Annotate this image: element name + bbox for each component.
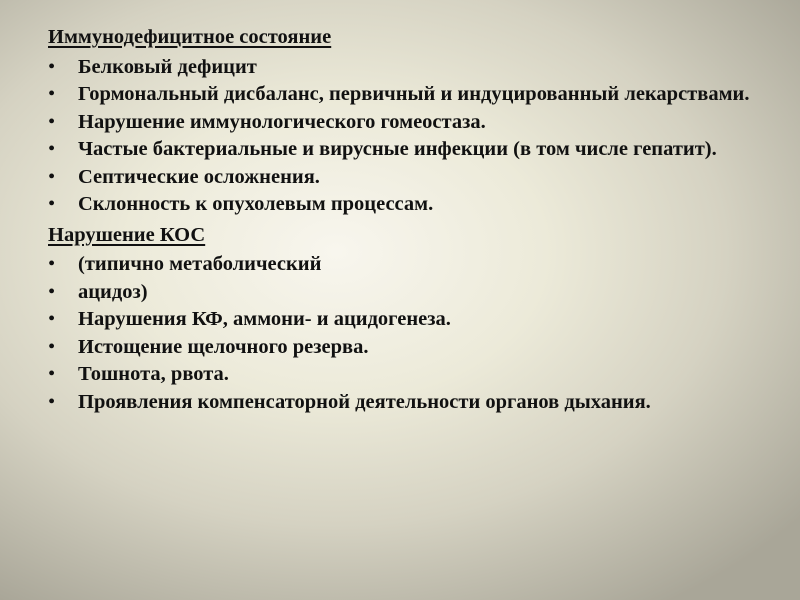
list-item-text: Частые бактериальные и вирусные инфекции (в том числе гепатит). <box>78 138 717 160</box>
list-item-text: Склонность к опухолевым процессам. <box>78 193 434 215</box>
list-item <box>48 110 768 135</box>
bullet-marker: • <box>48 280 56 303</box>
bullet-marker: • <box>48 83 56 105</box>
list-item <box>48 82 768 107</box>
list-item-text: Гормональный дисбаланс, первичный и индуцированный лекарствами. <box>78 83 750 105</box>
list-item <box>48 55 768 80</box>
list-item-text: Проявления компенсаторной деятельности органов дыхания. <box>78 390 651 413</box>
bullet-marker: • <box>48 335 56 358</box>
bullet-marker: • <box>48 110 56 133</box>
bullet-list <box>48 252 768 415</box>
list-item-text: Тошнота, рвота. <box>78 363 229 385</box>
bullet-marker: • <box>48 193 56 215</box>
list-item-text: Истощение щелочного резерва. <box>78 335 369 358</box>
list-item <box>48 390 768 415</box>
bullet-marker: • <box>48 308 56 330</box>
bullet-marker: • <box>48 363 56 385</box>
list-item-text: Нарушения КФ, аммони- и ацидогенеза. <box>78 308 451 330</box>
list-item <box>48 335 768 360</box>
list-item-text: Септические осложнения. <box>78 165 320 188</box>
list-item-text: (типично метаболический <box>78 253 322 275</box>
list-item <box>48 165 768 190</box>
bullet-marker: • <box>48 55 56 78</box>
list-item <box>48 362 768 387</box>
bullet-marker: • <box>48 253 56 275</box>
bullet-marker: • <box>48 165 56 188</box>
section-heading: Нарушение КОС <box>48 223 206 246</box>
list-item <box>48 192 768 217</box>
section-heading: Иммунодефицитное состояние <box>48 26 332 48</box>
bullet-list <box>48 55 768 218</box>
list-item-text: Нарушение иммунологического гомеостаза. <box>78 110 486 133</box>
list-item-text: ацидоз) <box>78 280 148 303</box>
section-immunodeficiency <box>48 22 768 217</box>
list-item <box>48 280 768 305</box>
list-item <box>48 252 768 277</box>
list-item <box>48 307 768 332</box>
section-acid-base-disorder <box>48 220 768 415</box>
bullet-marker: • <box>48 138 56 160</box>
bullet-marker: • <box>48 390 56 413</box>
list-item <box>48 137 768 162</box>
list-item-text: Белковый дефицит <box>78 55 257 78</box>
slide-content <box>48 22 768 417</box>
